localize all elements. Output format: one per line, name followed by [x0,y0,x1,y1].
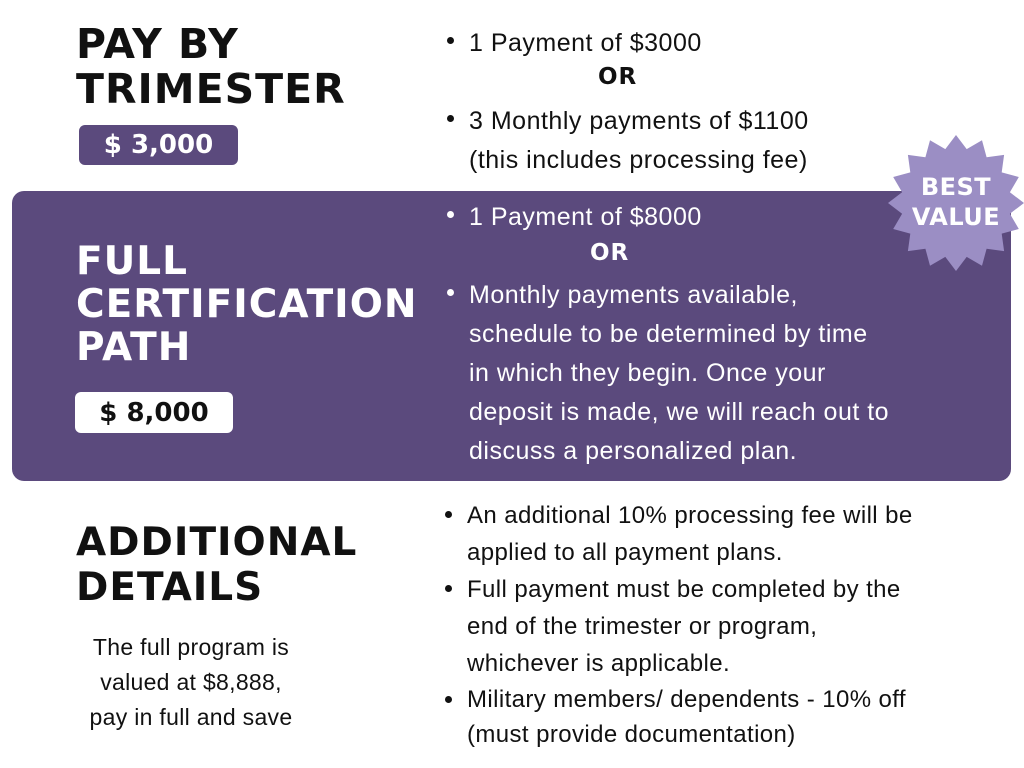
detail-text: Military members/ dependents - 10% off [467,686,906,713]
best-value-line1: BEST [920,173,992,201]
certification-heading-line2: CERTIFICATION [76,282,418,327]
trimester-heading-line2: TRIMESTER [76,65,346,113]
trimester-heading-line1: PAY BY [76,20,239,68]
details-heading [76,520,416,610]
option-text: in which they begin. Once your [469,359,826,387]
option-text: (this includes processing fee) [469,146,808,174]
option-text: Monthly payments available, [469,281,798,309]
best-value-badge [887,134,1024,272]
certification-heading-line1: FULL [76,239,189,284]
program-value-note [66,630,316,735]
option-text: schedule to be determined by time [469,320,868,348]
bullet-dot-icon [447,289,454,296]
detail-text: Full payment must be completed by the [467,576,901,603]
bullet-dot-icon [445,511,452,518]
details-heading-line1: ADDITIONAL [76,520,358,565]
trimester-price-badge: $ 3,000 [79,125,238,165]
best-value-line2: VALUE [911,203,1001,231]
trimester-heading [76,22,396,112]
note-line: valued at $8,888, [100,669,282,695]
list-item [441,571,1011,682]
detail-text: An additional 10% processing fee will be [467,502,913,529]
list-item [441,497,1011,571]
option-text: 3 Monthly payments of $1100 [469,107,809,135]
list-item [443,276,973,471]
bullet-dot-icon [445,696,452,703]
details-list [441,497,1011,752]
bullet-dot-icon [447,115,454,122]
list-spacer [443,63,903,102]
best-value-label [887,172,1024,232]
certification-heading [76,240,416,369]
detail-text: end of the trimester or program, [467,613,818,640]
or-divider: OR [590,240,630,266]
option-text: 1 Payment of $8000 [469,203,702,231]
detail-text: whichever is applicable. [467,650,731,677]
bullet-dot-icon [445,585,452,592]
list-item [443,102,903,180]
bullet-dot-icon [447,211,454,218]
option-text: deposit is made, we will reach out to [469,398,890,426]
detail-text: (must provide documentation) [467,721,796,748]
list-item [441,682,1011,752]
list-item [443,24,903,63]
option-text: 1 Payment of $3000 [469,29,702,57]
certification-price-badge: $ 8,000 [75,392,233,433]
bullet-dot-icon [447,37,454,44]
or-divider: OR [598,64,638,90]
details-heading-line2: DETAILS [76,565,264,610]
note-line: pay in full and save [89,704,293,730]
option-text: discuss a personalized plan. [469,437,798,465]
note-line: The full program is [92,634,290,660]
trimester-payment-options [443,24,903,180]
certification-heading-line3: PATH [76,325,192,370]
detail-text: applied to all payment plans. [467,539,783,566]
